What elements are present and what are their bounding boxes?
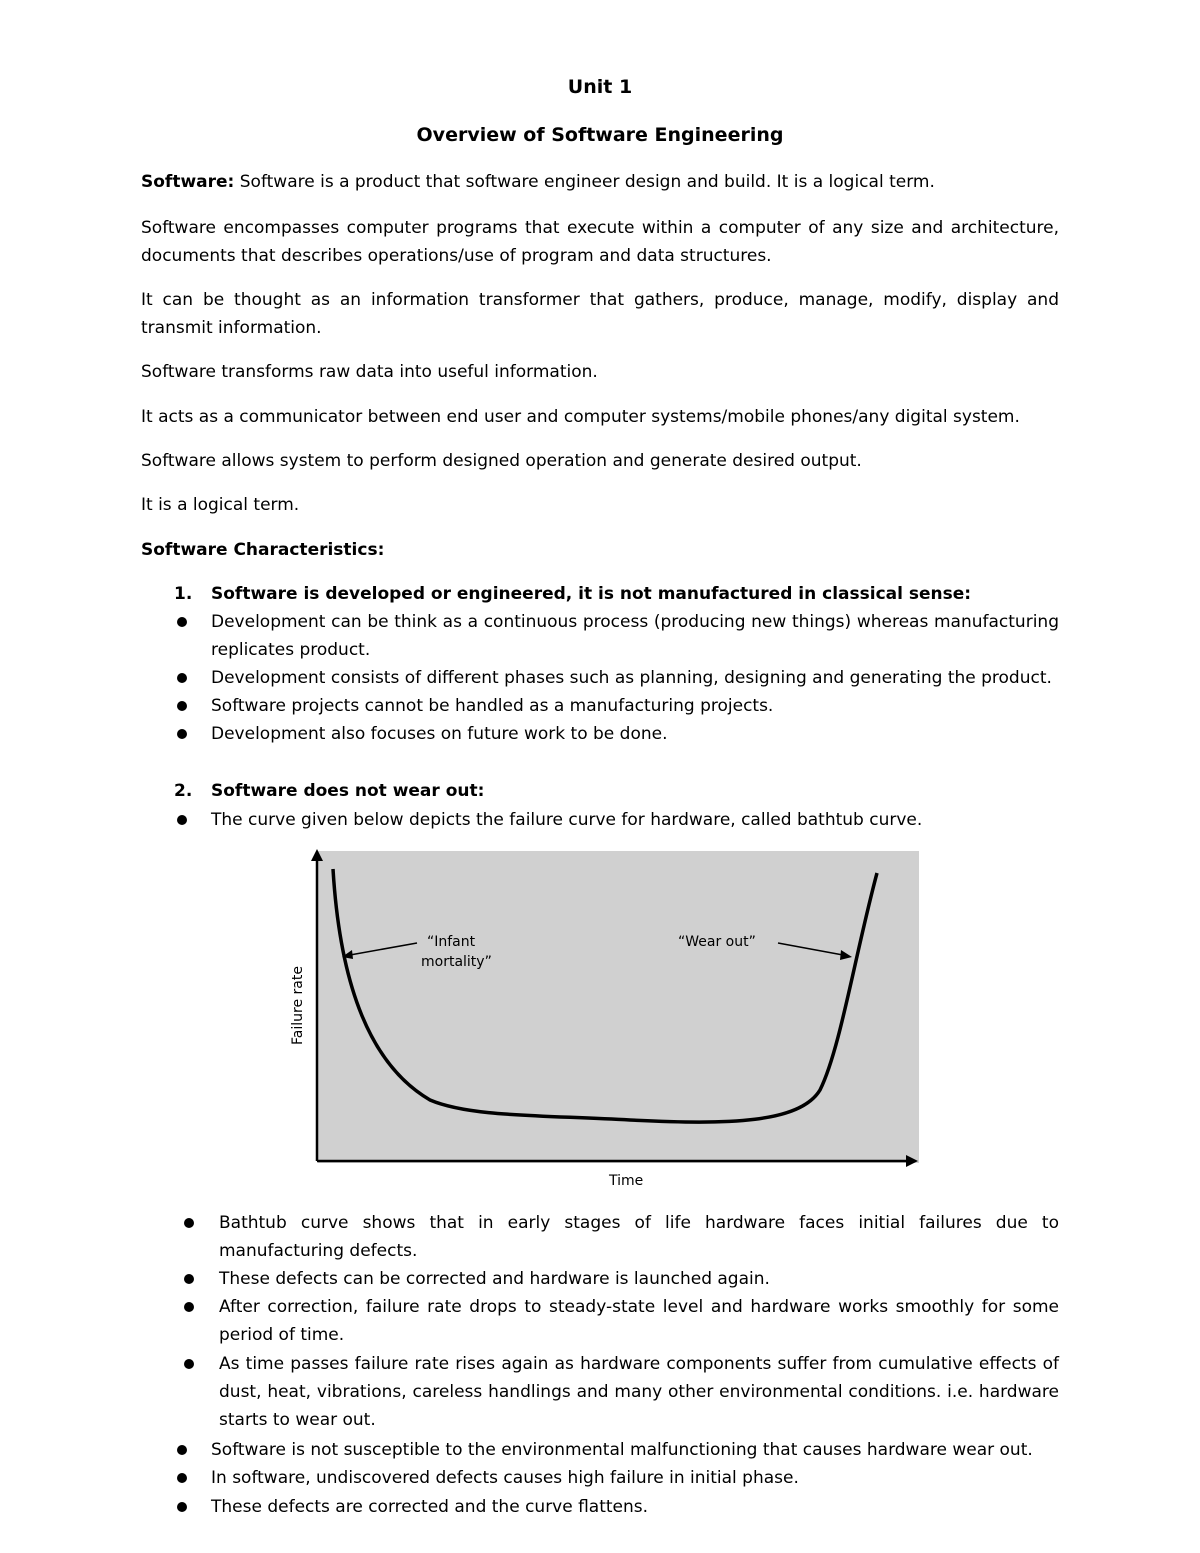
document-title: Overview of Software Engineering [416,124,784,146]
infant-annotation-line2: mortality” [421,954,492,970]
item-number: 2. [174,781,193,801]
paragraph: It is a logical term. [141,495,300,515]
list-item-text: Bathtub curve shows that in early stages of life hardware faces initial failures due to manufacturing defects. [219,1213,1059,1261]
item-heading: Software is developed or engineered, it is not manufactured in classical sense: [211,584,972,604]
x-axis-label: Time [609,1173,644,1189]
paragraph: Software allows system to perform designed operation and generate desired output. [141,451,862,471]
list-item-text: Software projects cannot be handled as a manufacturing projects. [211,696,774,716]
bullet-icon [184,1302,194,1312]
bullet-icon [184,1218,194,1228]
item-heading: Software does not wear out: [211,781,485,801]
paragraph: Software transforms raw data into useful information. [141,362,598,382]
bullet-icon [177,1445,187,1455]
bullet-icon [177,1502,187,1512]
list-item-text: Software is not susceptible to the environmental malfunctioning that causes hardware wear out. [211,1440,1033,1460]
bullet-icon [177,1473,187,1483]
bullet-icon [184,1359,194,1369]
list-item [141,1209,1059,1265]
paragraph: It can be thought as an information transformer that gathers, produce, manage, modify, display and transmit information. [141,290,1059,338]
list-item [141,608,1059,664]
definition-text: Software is a product that software engineer design and build. It is a logical term. [234,172,935,192]
list-item-text: Development also focuses on future work to be done. [211,724,668,744]
list-item-text: These defects can be corrected and hardware is launched again. [219,1269,770,1289]
definition-label: Software: [141,172,235,192]
item-number: 1. [174,584,193,604]
figure-background [318,851,919,1163]
list-item-text: As time passes failure rate rises again as hardware components suffer from cumulative effects of dust, heat, vibrations, careless handlings and many other environmental conditions. i.e. hardware starts to wear out. [219,1354,1059,1430]
bullet-icon [177,729,187,739]
unit-title: Unit 1 [567,76,633,98]
bullet-icon [184,1274,194,1284]
bathtub-curve-figure [280,845,930,1195]
software-definition [141,168,1059,196]
bullet-icon [177,617,187,627]
bullet-icon [177,701,187,711]
list-item [141,1293,1059,1349]
list-item-text: Development can be think as a continuous process (producing new things) whereas manufacturing replicates product. [211,612,1059,660]
wear-out-annotation: “Wear out” [678,934,756,950]
paragraph: It acts as a communicator between end user and computer systems/mobile phones/any digital system. [141,407,1020,427]
infant-annotation-line1: “Infant [427,934,476,950]
list-item-text: In software, undiscovered defects causes high failure in initial phase. [211,1468,799,1488]
list-item-text: Development consists of different phases such as planning, designing and generating the product. [211,668,1052,688]
characteristics-heading: Software Characteristics: [141,540,385,560]
list-item-text: These defects are corrected and the curve flattens. [211,1497,649,1517]
list-item-text: The curve given below depicts the failure curve for hardware, called bathtub curve. [211,810,923,830]
list-item [141,1350,1059,1434]
list-item-text: After correction, failure rate drops to steady-state level and hardware works smoothly for some period of time. [219,1297,1059,1345]
y-axis-label: Failure rate [290,966,306,1045]
bullet-icon [177,673,187,683]
bullet-icon [177,815,187,825]
paragraph: Software encompasses computer programs that execute within a computer of any size and architecture, documents that describes operations/use of program and data structures. [141,218,1059,266]
